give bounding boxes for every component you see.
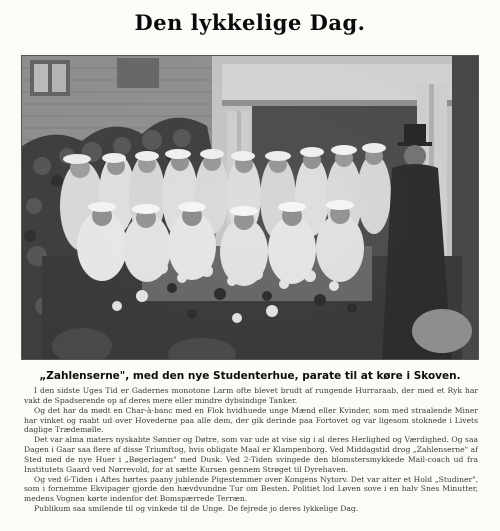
photo-caption: „Zahlenserne", med den nye Studenterhue, parate til at køre i Skoven. [39,370,461,382]
article-body [24,386,478,514]
page-title: Den lykkelige Dag. [134,10,366,35]
news-photo [21,55,479,360]
article-paragraph: I den sidste Uges Tid er Gadernes monotone Larm ofte blevet brudt af rungende Hurraraab, der med et Ryk har vakt de Spadserende op af deres mere eller mindre dybsindige Tanker. [24,386,478,405]
photo-image [22,56,479,360]
article-paragraph: Og det har da mødt en Char-à-banc med en Flok hvidhuede unge Mænd eller Kvinder, som med straalende Miner har vinket og raabt ud over Hovederne paa alle dem, der gik derinde paa Fortovet og var ligesom stoknede i Livets daglige Trædemølle. [24,405,478,435]
article-paragraph: Og ved 6-Tiden i Aftes hørtes paany jublende Pigestemmer over Kongens Nytorv. Det var atter et Hold „Studiner", som i fornemme Ekvipager gjorde den hævdvundne Tur om Besten. Politiet lod Løven sove i en halv Snes Minutter, medens Vognen kørte indenfor det Bomspærrede Terræn. [24,474,478,504]
article-paragraph: Publikum saa smilende til og vinkede til de Unge. De fejrede jo deres lykkelige Dag. [34,504,359,514]
article-paragraph: Det var alma maters nyskabte Sønner og Døtre, som var ude at vise sig i al deres Herlighed og Værdighed. Og saa Dagen i Gaar saa flere af disse Triumftog, hvis obligate Maal er Klampenborg. Ved Middagstid drog „Zahlenserne" af Sted med de nye Huer i „Bøgerlagen" med Dusk. Ved 2-Tiden svingede den blomstersmykkede Mail-coach ud fra Institutets Gaard ved Nørrevold, for at sætte Kursen gennem Strøget til Dyrehaven. [24,435,478,474]
